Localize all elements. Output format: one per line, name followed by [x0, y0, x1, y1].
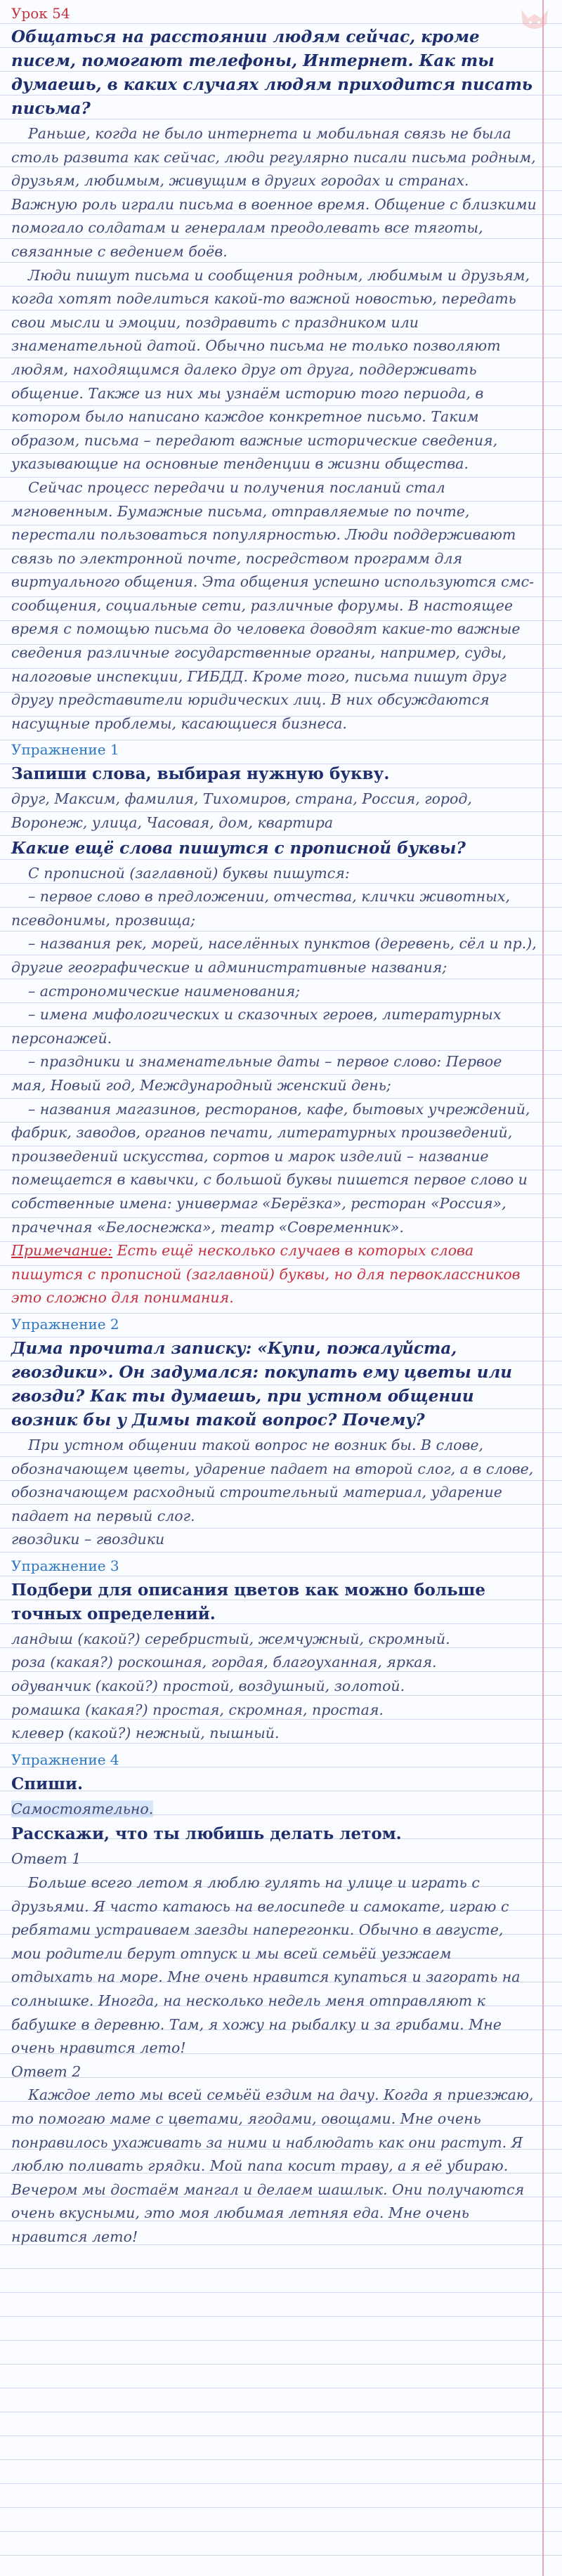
exercise-4-answer-1: [11, 1798, 537, 1822]
exercise-3-item: роза (какая?) роскошная, гордая, благоуханная, яркая.: [11, 1654, 437, 1671]
exercise-2-label: Упражнение 2: [11, 1315, 119, 1333]
exercise-4-label: Упражнение 4: [11, 1751, 119, 1768]
exercise-1-item: – названия магазинов, ресторанов, кафе, бытовых учреждений, фабрик, заводов, органов печати, литературных произведений, произведений искусства, сортов и марок изделий – название помещается в кавычки, с большой буквы пишется первое слово и собственные имена: универмаг «Берёзка», ресторан «Россия», прачечная «Белоснежка», театр «Современник».: [11, 1100, 530, 1236]
exercise-1-answer: друг, Максим, фамилия, Тихомиров, страна, Россия, город, Воронеж, улица, Часовая, дом, квартира: [11, 790, 472, 832]
exercise-3-task: Подбери для описания цветов как можно больше точных определений.: [11, 1580, 485, 1623]
exercise-1-item: – астрономические наименования;: [28, 982, 301, 1000]
exercise-3-item: одуванчик (какой?) простой, воздушный, золотой.: [11, 1678, 405, 1695]
exercise-4-answer-1-text: Самостоятельно.: [11, 1800, 154, 1817]
exercise-3-item: ландыш (какой?) серебристый, жемчужный, скромный.: [11, 1630, 450, 1647]
exercise-3-label: Упражнение 3: [11, 1557, 119, 1574]
exercise-1-item: – имена мифологических и сказочных героев, литературных персонажей.: [11, 1006, 502, 1047]
exercise-3-item: ромашка (какая?) простая, скромная, простая.: [11, 1701, 384, 1718]
note-label: Примечание:: [11, 1242, 113, 1260]
intro-question: Общаться на расстоянии людям сейчас, кроме писем, помогают телефоны, Интернет. Как ты думаешь, в каких случаях людям приходится писать письма?: [11, 27, 533, 118]
notebook-margin-line: [542, 0, 544, 2576]
exercise-2-question: Дима прочитал записку: «Купи, пожалуйста, гвоздики». Он задумался: покупать ему цветы или гвозди? Как ты думаешь, при устном общении возник бы у Димы такой вопрос? Почему?: [11, 1338, 513, 1430]
exercise-1-label: Упражнение 1: [11, 741, 119, 759]
exercise-2-words: гвоздики – гвоздики: [11, 1531, 165, 1548]
intro-paragraph-1: Раньше, когда не было интернета и мобильная связь не была столь развита как сейчас, люди регулярно писали письма родным, друзьям, любимым, живущим в других городах и странах. Важную роль играли письма в военное время. Общение с близкими помогало солдатам и генералам преодолевать все тяготы, связанные с ведением боёв.: [11, 125, 537, 260]
exercise-4-task-1: Спиши.: [11, 1774, 83, 1793]
exercise-1-question: Какие ещё слова пишутся с прописной буквы?: [11, 838, 466, 858]
exercise-1-note: [11, 1239, 537, 1310]
exercise-1-item: – праздники и знаменательные даты – первое слово: Первое мая, Новый год, Международный женский день;: [11, 1053, 502, 1094]
exercise-1-task: Запиши слова, выбирая нужную букву.: [11, 764, 390, 784]
exercise-3-item: клевер (какой?) нежный, пышный.: [11, 1725, 280, 1742]
answer-2-text: Каждое лето мы всей семьёй ездим на дачу. Когда я приезжаю, то помогаю маме с цветами, ягодами, овощами. Мне очень понравилось ухаживать за ними и наблюдать как они растут. Я люблю поливать грядки. Мой папа косит траву, а я её убираю. Вечером мы достаём мангал и делаем шашлык. Они получаются очень вкусными, это моя любимая летняя еда. Мне очень нравится лето!: [11, 2086, 534, 2245]
intro-paragraph-3: Сейчас процесс передачи и получения посланий стал мгновенным. Бумажные письма, отправляемые по почте, перестали пользоваться популярностью. Люди поддерживают связь по электронной почте, посредством программ для виртуального общения. Эта общения успешно используются смс-сообщения, социальные сети, различные форумы. В настоящее время с помощью письма до человека доводят какие-то важные сведения различные государственные органы, например, суды, налоговые инспекции, ГИБДД. Кроме того, письма пишут друг другу представители юридических лиц. В них обсуждаются насущные проблемы, касающиеся бизнеса.: [11, 478, 535, 732]
answer-1-label: Ответ 1: [11, 1850, 81, 1868]
answer-2-label: Ответ 2: [11, 2062, 81, 2080]
exercise-1-item: – названия рек, морей, населённых пунктов (деревень, сёл и пр.), другие географические и административные названия;: [11, 935, 537, 976]
intro-paragraph-2: Люди пишут письма и сообщения родным, любимым и друзьям, когда хотят поделиться какой-то важной новостью, передать свои мысли и эмоции, поздравить с праздником или знаменательной датой. Обычно письма не только позволяют людям, находящимся далеко друг от друга, поддерживать общение. Также из них мы узнаём историю того периода, в котором было написано каждое конкретное письмо. Таким образом, письма – передают важные исторические сведения, указывающие на основные тенденции в жизни общества.: [11, 266, 530, 473]
answer-1-text: Больше всего летом я люблю гулять на улице и играть с друзьями. Я часто катаюсь на велосипеде и самокате, играю с ребятами устраиваем заезды наперегонки. Обычно в августе, мои родители берут отпуск и мы всей семьёй уезжаем отдыхать на море. Мне очень нравится купаться и загорать на солнышке. Иногда, на несколько недель меня отправляют к бабушке в деревню. Там, я хожу на рыбалку и за грибами. Мне очень нравится лето!: [11, 1874, 521, 2057]
exercise-1-item: – первое слово в предложении, отчества, клички животных, псевдонимы, прозвища;: [11, 888, 510, 929]
exercise-2-answer: При устном общении такой вопрос не возник бы. В слове, обозначающем цветы, ударение падает на второй слог, а в слове, обозначающем расходный строительный материал, ударение падает на первый слог.: [11, 1436, 534, 1524]
note-text: Есть ещё несколько случаев в которых слова пишутся с прописной (заглавной) буквы, но для первоклассников это сложно для понимания.: [11, 1242, 521, 1307]
exercise-4-task-2: Расскажи, что ты любишь делать летом.: [11, 1824, 402, 1844]
lesson-title: Урок 54: [11, 5, 70, 22]
lesson-page: [11, 0, 537, 2249]
exercise-1-intro: С прописной (заглавной) буквы пишутся:: [28, 864, 350, 882]
